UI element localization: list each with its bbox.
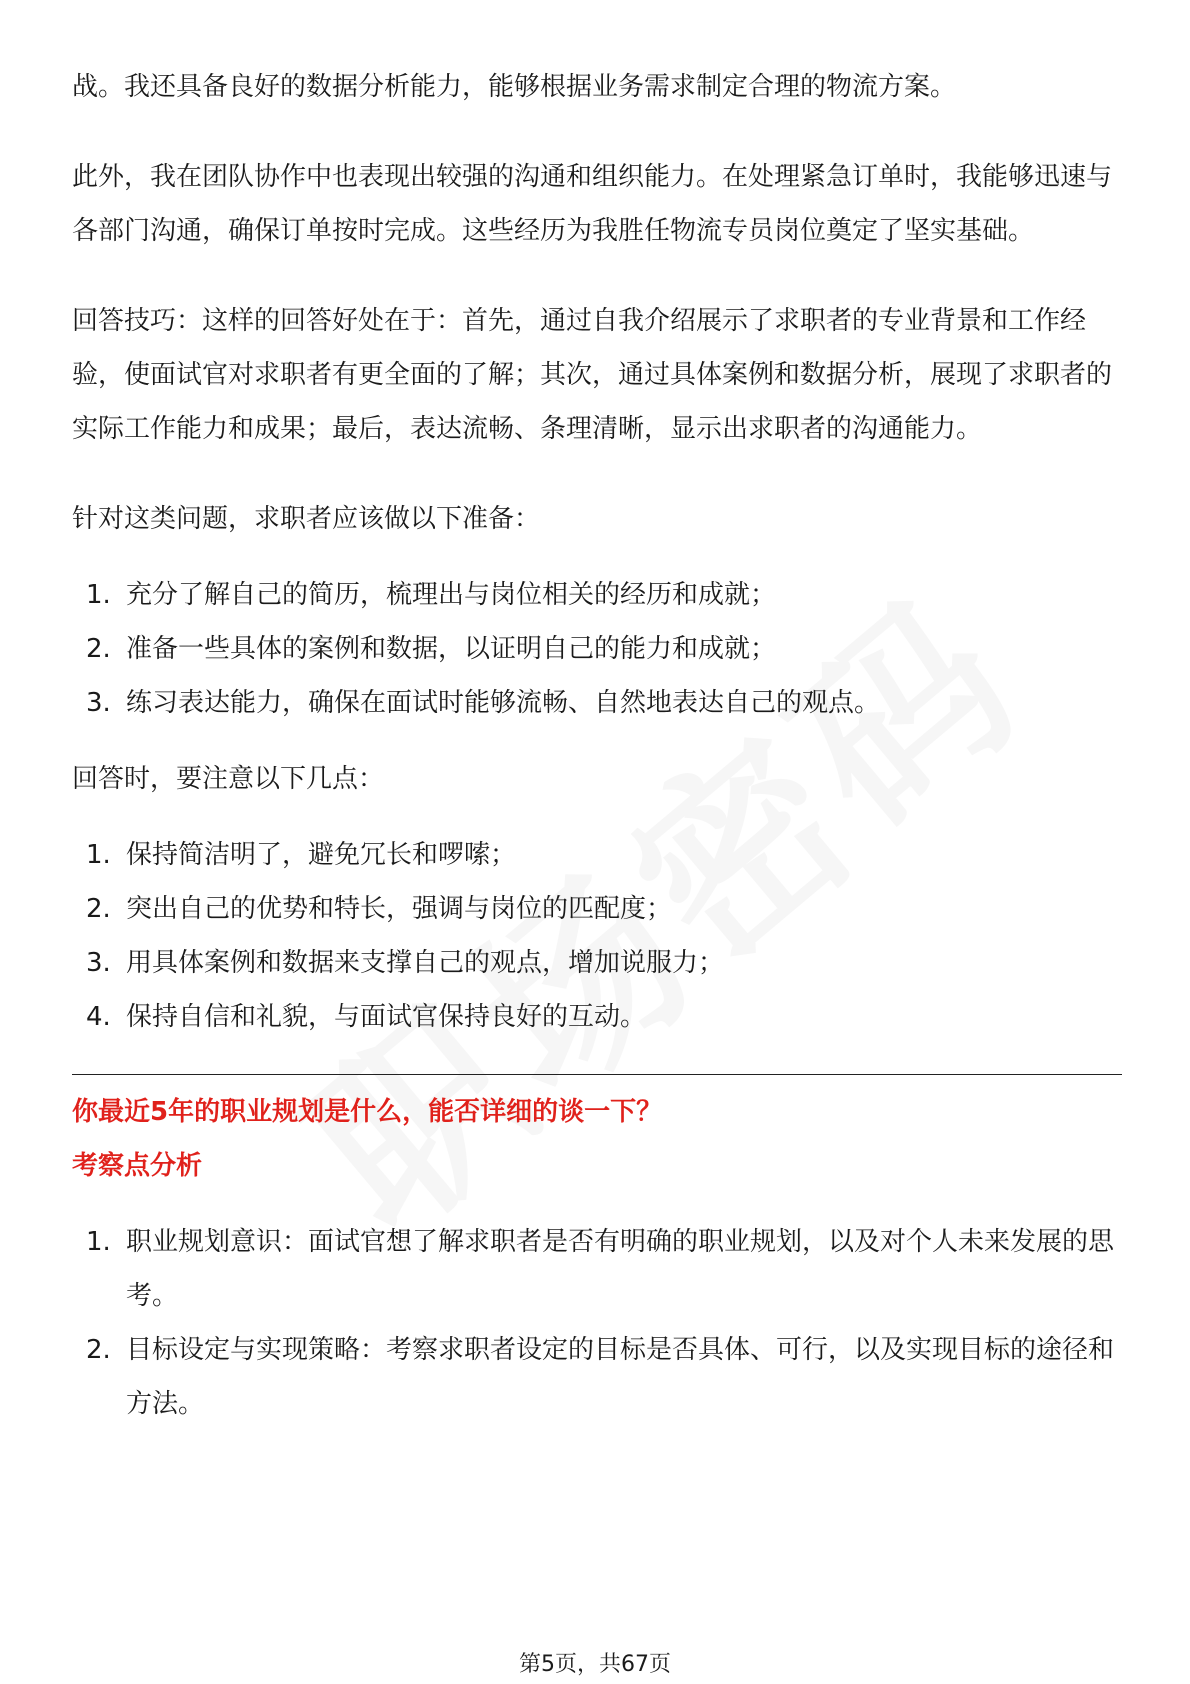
prep-heading: 针对这类问题，求职者应该做以下准备： <box>72 504 541 534</box>
notes-heading: 回答时，要注意以下几点： <box>72 764 385 794</box>
list-item: 2. 准备一些具体的案例和数据，以证明自己的能力和成就； <box>86 634 777 664</box>
intro-continuation: 战。我还具备良好的数据分析能力，能够根据业务需求制定合理的物流方案。 <box>72 72 957 102</box>
notes-list <box>72 828 1122 1044</box>
list-item: 1. 职业规划意识：面试官想了解求职者是否有明确的职业规划，以及对个人未来发展的思考。 <box>86 1227 1115 1311</box>
list-item: 2. 突出自己的优势和特长，强调与岗位的匹配度； <box>86 894 673 924</box>
analysis-list <box>72 1215 1122 1431</box>
page-number: 第5页，共67页 <box>519 1652 671 1677</box>
list-item: 1. 保持简洁明了，避免冗长和啰嗦； <box>86 840 517 870</box>
analysis-heading: 考察点分析 <box>72 1151 203 1181</box>
document-page <box>72 60 1122 1431</box>
prep-list <box>72 568 1122 730</box>
teamwork-paragraph: 此外，我在团队协作中也表现出较强的沟通和组织能力。在处理紧急订单时，我能够迅速与各部门沟通，确保订单按时完成。这些经历为我胜任物流专员岗位奠定了坚实基础。 <box>72 162 1113 246</box>
list-item: 2. 目标设定与实现策略：考察求职者设定的目标是否具体、可行，以及实现目标的途径和方法。 <box>86 1335 1115 1419</box>
list-item: 1. 充分了解自己的简历，梳理出与岗位相关的经历和成就； <box>86 580 777 610</box>
list-item: 4. 保持自信和礼貌，与面试官保持良好的互动。 <box>86 1002 647 1032</box>
answer-tips-paragraph: 回答技巧：这样的回答好处在于：首先，通过自我介绍展示了求职者的专业背景和工作经验，使面试官对求职者有更全面的了解；其次，通过具体案例和数据分析，展现了求职者的实际工作能力和成果；最后，表达流畅、条理清晰，显示出求职者的沟通能力。 <box>72 306 1113 444</box>
question-title: 你最近5年的职业规划是什么，能否详细的谈一下？ <box>72 1097 663 1127</box>
list-item: 3. 练习表达能力，确保在面试时能够流畅、自然地表达自己的观点。 <box>86 688 881 718</box>
list-item: 3. 用具体案例和数据来支撑自己的观点，增加说服力； <box>86 948 725 978</box>
